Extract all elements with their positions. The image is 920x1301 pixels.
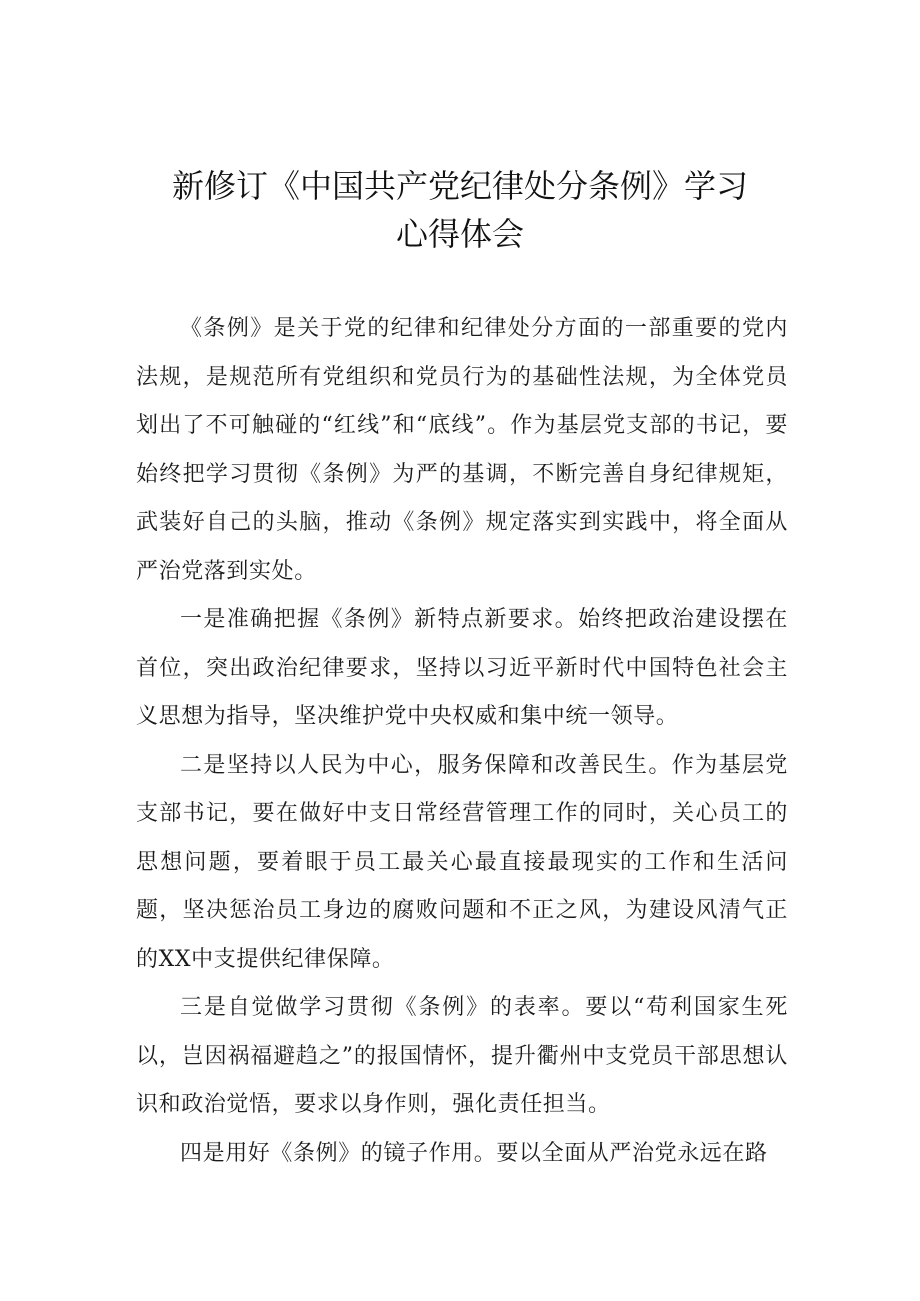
document-body <box>136 305 788 1178</box>
title-line-1: 新修订《中国共产党纪律处分条例》学习 <box>171 167 748 205</box>
paragraph-intro: 《条例》是关于党的纪律和纪律处分方面的一部重要的党内法规，是规范所有党组织和党员行为的基础性法规，为全体党员划出了不可触碰的“红线”和“底线”。作为基层党支部的书记，要始终把学习贯彻《条例》为严的基调，不断完善自身纪律规矩，武装好自己的头脑，推动《条例》规定落实到实践中，将全面从严治党落到实处。 <box>136 316 788 584</box>
paragraph-point-2: 二是坚持以人民为中心，服务保障和改善民生。作为基层党支部书记，要在做好中支日常经营管理工作的同时，关心员工的思想问题，要着眼于员工最关心最直接最现实的工作和生活问题，坚决惩治员工身边的腐败问题和不正之风，为建设风清气正的XX中支提供纪律保障。 <box>136 752 788 972</box>
paragraph-point-4: 四是用好《条例》的镜子作用。要以全面从严治党永远在路 <box>180 1140 768 1166</box>
title-line-2: 心得体会 <box>395 215 524 253</box>
paragraph-point-3: 三是自觉做学习贯彻《条例》的表率。要以“苟利国家生死以，岂因祸福避趋之”的报国情怀，提升衢州中支党员干部思想认识和政治觉悟，要求以身作则，强化责任担当。 <box>136 995 788 1117</box>
document-title <box>110 162 810 258</box>
paragraph-point-1: 一是准确把握《条例》新特点新要求。始终把政治建设摆在首位，突出政治纪律要求，坚持以习近平新时代中国特色社会主义思想为指导，坚决维护党中央权威和集中统一领导。 <box>136 607 788 729</box>
